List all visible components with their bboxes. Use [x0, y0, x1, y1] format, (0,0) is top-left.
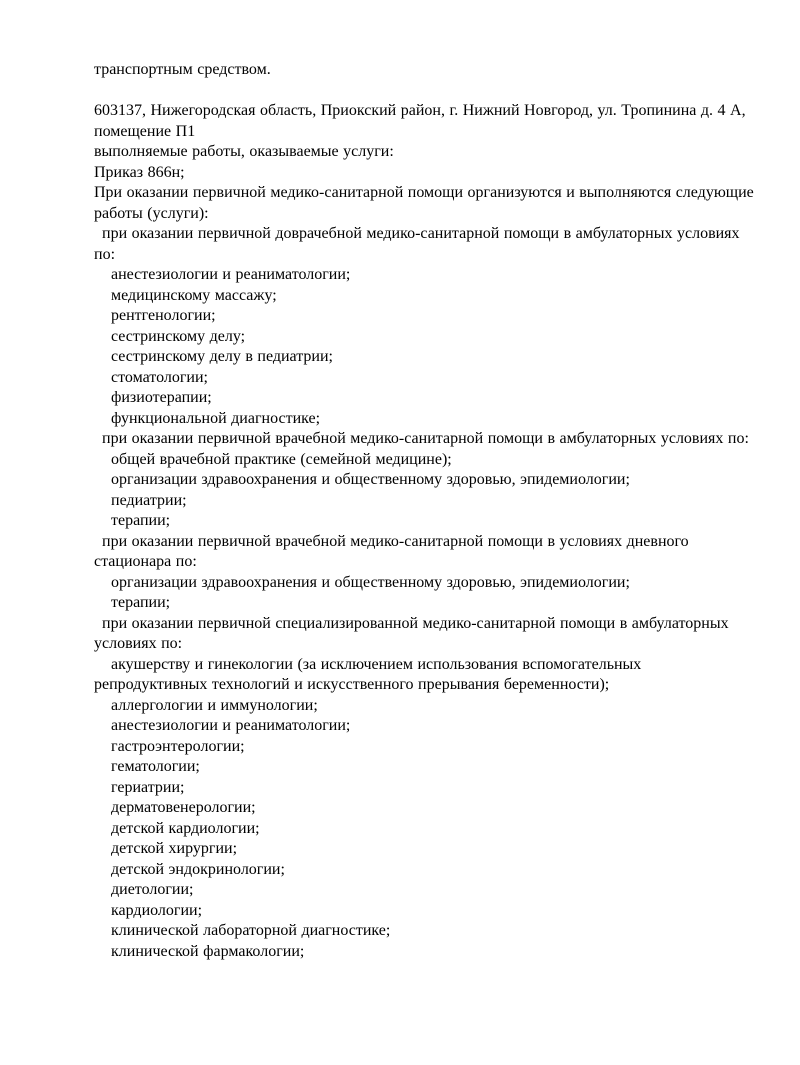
document-line: при оказании первичной врачебной медико-санитарной помощи в амбулаторных условиях по:	[102, 430, 749, 447]
document-line: анестезиологии и реаниматологии;	[111, 717, 351, 734]
document-line: терапии;	[111, 594, 171, 611]
document-line: При оказании первичной медико-санитарной помощи организуются и выполняются следующие работы (услуги):	[94, 184, 754, 222]
document-line: акушерству и гинекологии (за исключением использования вспомогательных репродуктивных технологий и искусственного прерывания беременности);	[94, 655, 642, 693]
document-line: транспортным средством.	[94, 61, 271, 78]
document-line: 603137, Нижегородская область, Приокский район, г. Нижний Новгород, ул. Тропинина д. 4 А, помещение П1	[94, 102, 746, 140]
document-line: кардиологии;	[111, 901, 203, 919]
document-line: гематологии;	[111, 758, 200, 775]
document-line: при оказании первичной доврачебной медико-санитарной помощи в амбулаторных условиях по:	[94, 225, 740, 263]
document-line: Приказ 866н;	[94, 163, 185, 181]
document-line: организации здравоохранения и общественному здоровью, эпидемиологии;	[111, 573, 630, 591]
document-line: детской кардиологии;	[111, 819, 260, 837]
document-line: гастроэнтерологии;	[111, 737, 245, 755]
document-line: стоматологии;	[111, 368, 208, 386]
document-line: функциональной диагностике;	[111, 409, 321, 427]
document-line: сестринскому делу в педиатрии;	[111, 348, 333, 365]
document-line: терапии;	[111, 512, 171, 529]
document-line: при оказании первичной специализированной медико-санитарной помощи в амбулаторных условиях по:	[94, 614, 729, 652]
document-line: гериатрии;	[111, 778, 185, 796]
document-line: сестринскому делу;	[111, 327, 246, 345]
document-line: медицинскому массажу;	[111, 286, 277, 304]
document-line: клинической лабораторной диагностике;	[111, 922, 391, 939]
document-line: педиатрии;	[111, 491, 187, 509]
document-line: при оказании первичной врачебной медико-санитарной помощи в условиях дневного стационара по:	[94, 532, 689, 570]
document-line: детской эндокринологии;	[111, 860, 285, 878]
document-line: детской хирургии;	[111, 840, 238, 857]
document-line: рентгенологии;	[111, 307, 216, 324]
document-line: организации здравоохранения и общественному здоровью, эпидемиологии;	[111, 471, 630, 488]
document-line: клинической фармакологии;	[111, 942, 305, 960]
document-line: дерматовенерологии;	[111, 799, 256, 816]
document-line: анестезиологии и реаниматологии;	[111, 266, 351, 283]
document-line: общей врачебной практике (семейной медицине);	[111, 450, 452, 468]
document-line: выполняемые работы, оказываемые услуги:	[94, 143, 394, 160]
document-line: аллергологии и иммунологии;	[111, 696, 318, 714]
document-line: физиотерапии;	[111, 389, 212, 406]
document-line: диетологии;	[111, 881, 194, 898]
document-body	[94, 60, 756, 962]
